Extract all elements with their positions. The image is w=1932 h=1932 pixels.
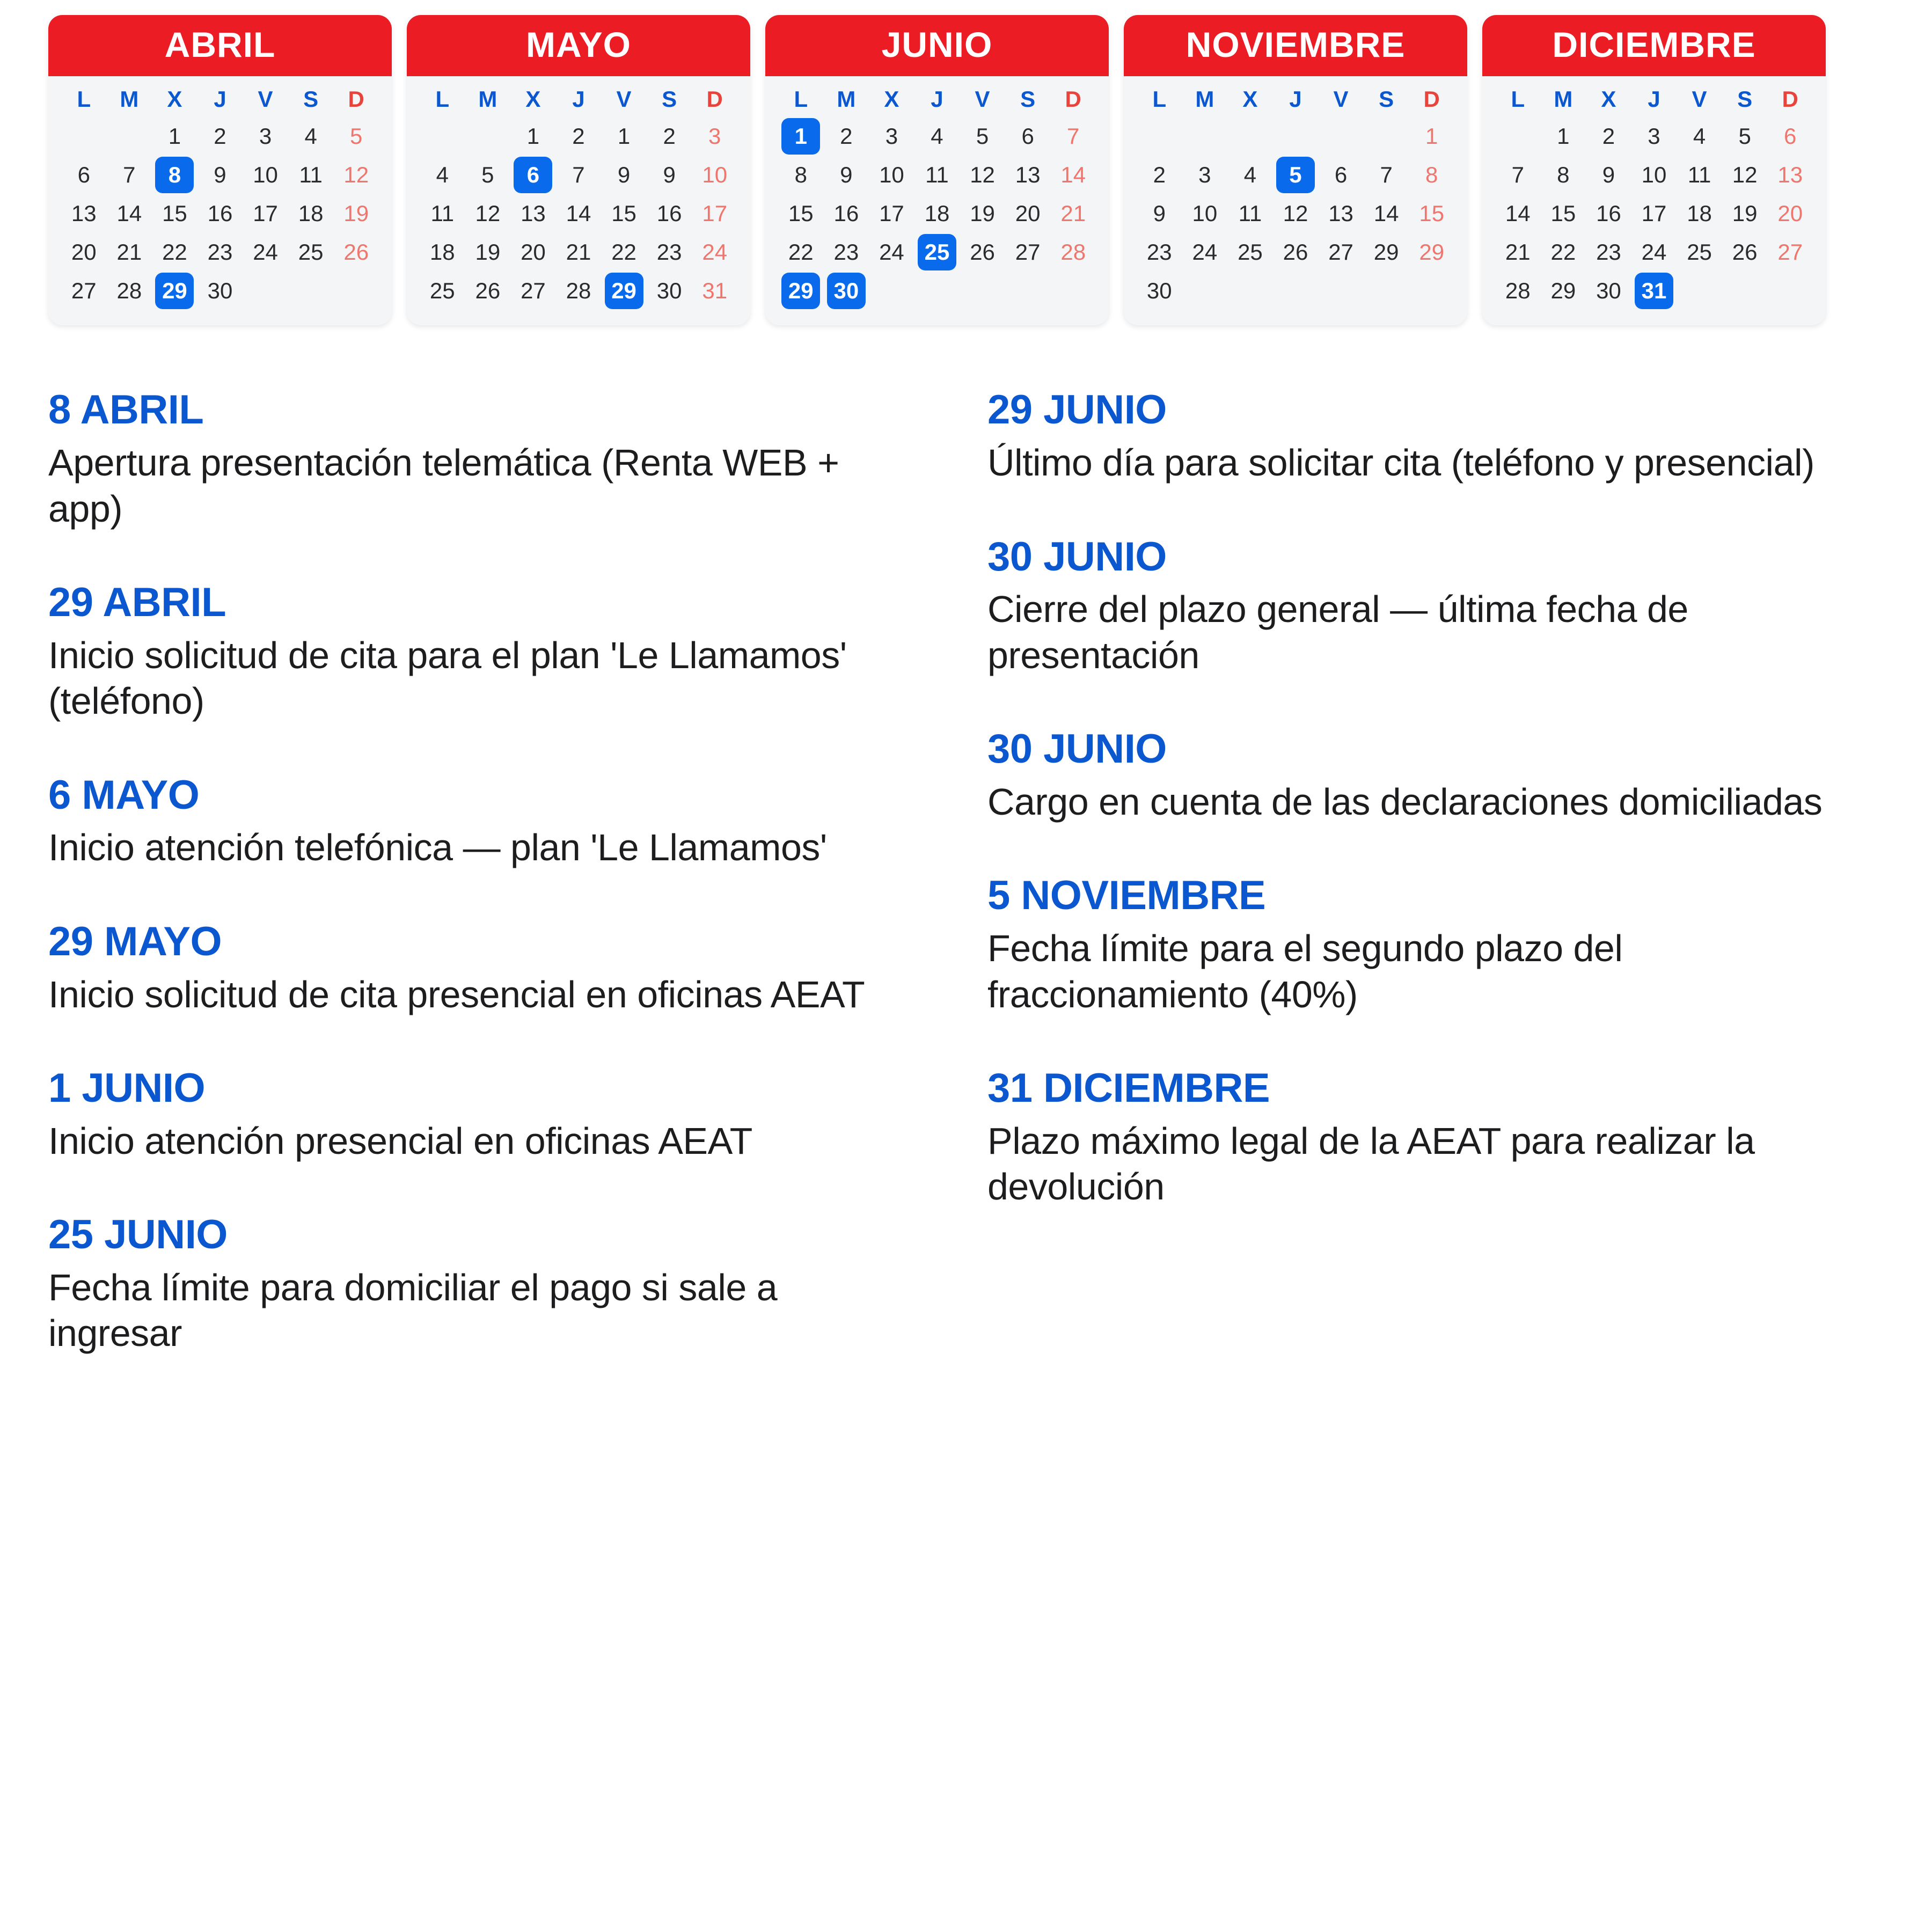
calendar-day[interactable]: 2 [840,123,853,149]
calendar-day[interactable]: 20 [1015,201,1041,226]
calendar-day[interactable]: 9 [617,162,631,188]
calendar-week-row [61,118,379,155]
calendar-day[interactable]: 3 [885,123,898,149]
calendar-day[interactable]: 8 [1425,162,1438,188]
calendar-day[interactable]: 24 [879,239,904,265]
calendar-weekday-label: V [1333,86,1349,112]
calendar-week-row [1495,273,1813,309]
calendar-day[interactable]: 24 [702,239,728,265]
calendar-day[interactable]: 13 [1015,162,1041,188]
calendar-day[interactable]: 29 [155,273,194,309]
calendar-day[interactable]: 28 [1060,239,1086,265]
milestone-item [48,581,955,724]
calendar-day[interactable]: 16 [833,201,859,226]
calendar-week-row [778,157,1096,193]
calendar-day[interactable]: 26 [1732,239,1758,265]
calendar-day-empty [1140,118,1179,155]
calendar-weekday-label: S [1020,86,1036,112]
calendar-day[interactable]: 17 [702,201,728,226]
calendar-day[interactable]: 25 [1238,239,1263,265]
calendar-weekday-row [1137,86,1454,113]
calendar-day[interactable]: 10 [879,162,904,188]
calendar-day-empty [1008,273,1047,309]
calendar-week-row [420,157,737,193]
calendar-day[interactable]: 14 [1373,201,1399,226]
calendar-day-empty [963,273,1002,309]
milestone-description: Cierre del plazo general — última fecha de presentación [987,588,1688,676]
calendar-weekday-label: X [1601,86,1616,112]
calendar-day[interactable]: 20 [1777,201,1803,226]
calendar-day[interactable]: 27 [1015,239,1041,265]
calendar-week-row [1137,157,1454,193]
calendar-day[interactable]: 11 [925,162,949,188]
calendar-day[interactable]: 12 [343,162,369,188]
calendar-weekday-label: J [572,86,585,112]
calendar-day[interactable]: 8 [794,162,807,188]
calendar-weekday-label: X [167,86,182,112]
calendar-weekday-row [1495,86,1813,113]
calendar-week-row [1137,195,1454,232]
calendar-week-row [778,273,1096,309]
calendar-weekday-label: M [1195,86,1214,112]
milestone-date: 5 NOVIEMBRE [987,873,1266,919]
calendar-day[interactable]: 26 [1283,239,1308,265]
calendar-day[interactable]: 18 [298,201,324,226]
calendar-day[interactable]: 20 [71,239,97,265]
calendar-day[interactable]: 28 [566,278,591,304]
milestone-item [987,874,1894,1018]
calendar-weekday-label: D [1782,86,1798,112]
calendar-day[interactable]: 12 [1732,162,1758,188]
calendar-day[interactable]: 29 [781,273,820,309]
milestone-date: 8 ABRIL [48,387,204,433]
calendar-week-row [778,234,1096,270]
calendar-day[interactable]: 26 [343,239,369,265]
calendar-day[interactable]: 23 [656,239,682,265]
calendar-day[interactable]: 28 [1505,278,1531,304]
calendar-day-empty [1322,118,1360,155]
calendar-day[interactable]: 25 [429,278,455,304]
milestone-description: Apertura presentación telemática (Renta WEB + app) [48,442,839,530]
milestone-date: 1 JUNIO [48,1065,206,1111]
milestone-item [48,920,955,1018]
milestone-item [987,728,1894,825]
calendar-day[interactable]: 27 [71,278,97,304]
milestone-date: 29 ABRIL [48,579,226,625]
milestone-date: 30 JUNIO [987,726,1167,772]
calendar-week-row [420,195,737,232]
calendar-weekday-label: S [303,86,319,112]
milestone-item [48,389,955,532]
calendar-day[interactable]: 2 [572,123,585,149]
milestone-description: Fecha límite para domiciliar el pago si sale a ingresar [48,1266,778,1355]
calendar-day[interactable]: 4 [931,123,943,149]
calendar-week-row [778,118,1096,155]
calendar-day[interactable]: 1 [1557,123,1570,149]
calendar-day-empty [1498,118,1537,155]
calendar-day[interactable]: 13 [71,201,97,226]
calendar-weekday-label: X [884,86,899,112]
calendar-day[interactable]: 28 [116,278,142,304]
calendar-day[interactable]: 2 [663,123,676,149]
calendar-weekday-label: D [1423,86,1440,112]
milestone-description: Último día para solicitar cita (teléfono y presencial) [987,442,1814,484]
milestone-date: 31 DICIEMBRE [987,1065,1270,1111]
calendar-weekday-label: L [77,86,91,112]
calendar-day[interactable]: 15 [1419,201,1445,226]
calendar-week-row [1495,195,1813,232]
milestone-item [987,389,1894,486]
calendar-weekday-label: D [348,86,364,112]
calendar-day[interactable]: 3 [1198,162,1211,188]
calendar-day[interactable]: 16 [1596,201,1621,226]
calendar-day[interactable]: 30 [827,273,866,309]
calendar-day[interactable]: 3 [259,123,272,149]
calendar-day-empty [1413,273,1451,309]
calendar-month-title: JUNIO [765,15,1109,76]
calendar-day[interactable]: 5 [1276,157,1315,193]
calendar-week-row [420,118,737,155]
calendar-day[interactable]: 19 [970,201,995,226]
milestone-item [987,533,1894,679]
calendar-day[interactable]: 10 [1641,162,1667,188]
calendar-body [1482,76,1826,325]
calendar-week-row [1495,234,1813,270]
calendar-day[interactable]: 5 [481,162,494,188]
milestone-item [48,1213,955,1357]
calendar-day-empty [1276,273,1315,309]
milestone-description: Cargo en cuenta de las declaraciones domiciliadas [987,780,1823,823]
calendar-day[interactable]: 1 [526,123,540,149]
calendar-day-empty [1680,273,1719,309]
calendar-day[interactable]: 23 [1146,239,1172,265]
calendar-day[interactable]: 10 [253,162,278,188]
calendar-day[interactable]: 16 [207,201,233,226]
calendar-day-empty [1231,118,1269,155]
milestone-date: 29 JUNIO [987,387,1167,433]
calendar-week-row [1495,118,1813,155]
calendar-weekday-label: M [478,86,497,112]
calendar-week-row [61,234,379,270]
calendar-day[interactable]: 5 [976,123,989,149]
calendar-day-empty [1054,273,1093,309]
calendar-body [1124,76,1467,325]
calendar-day[interactable]: 6 [1334,162,1348,188]
calendar-month-title: MAYO [407,15,750,76]
calendar-day[interactable]: 17 [1641,201,1667,226]
calendar-day[interactable]: 29 [1550,278,1576,304]
calendar-body [765,76,1109,325]
calendar-day[interactable]: 21 [566,239,591,265]
milestone-description: Inicio atención telefónica — plan 'Le Llamamos' [48,826,827,869]
calendar-day[interactable]: 21 [1060,201,1086,226]
milestone-description: Fecha límite para el segundo plazo del fraccionamiento (40%) [987,927,1623,1015]
calendar-day[interactable]: 26 [475,278,501,304]
calendar-day[interactable]: 7 [1511,162,1524,188]
calendar-day[interactable]: 15 [162,201,187,226]
milestone-date: 25 JUNIO [48,1212,228,1258]
calendar-day[interactable]: 2 [214,123,226,149]
calendar-card-noviembre [1124,15,1467,325]
calendar-weekday-label: D [1065,86,1081,112]
milestone-date: 6 MAYO [48,772,200,818]
calendar-day[interactable]: 8 [1557,162,1570,188]
calendar-day[interactable]: 13 [1777,162,1803,188]
milestone-item [48,774,955,871]
calendar-day[interactable]: 10 [702,162,728,188]
calendar-day[interactable]: 23 [1596,239,1621,265]
calendar-day[interactable]: 1 [781,118,820,155]
calendar-weekday-label: M [837,86,856,112]
calendar-day-empty [1276,118,1315,155]
calendar-weekday-label: L [1511,86,1525,112]
calendar-day[interactable]: 12 [970,162,995,188]
calendar-weekday-label: M [1554,86,1573,112]
calendar-week-row [61,195,379,232]
calendar-day[interactable]: 25 [918,234,956,270]
calendar-body [48,76,392,325]
milestone-date: 30 JUNIO [987,533,1167,580]
calendar-day[interactable]: 11 [1238,201,1262,226]
calendar-day[interactable]: 29 [1419,239,1445,265]
calendar-day[interactable]: 6 [1021,123,1034,149]
calendar-day[interactable]: 9 [663,162,676,188]
calendar-day[interactable]: 11 [1687,162,1711,188]
calendar-week-row [420,234,737,270]
calendar-day[interactable]: 22 [1550,239,1576,265]
calendar-day-empty [337,273,376,309]
calendar-day-empty [110,118,149,155]
calendar-day[interactable]: 14 [1505,201,1531,226]
calendar-day[interactable]: 17 [253,201,278,226]
calendar-day[interactable]: 8 [155,157,194,193]
calendar-day-empty [469,118,507,155]
milestone-description: Inicio atención presencial en oficinas AEAT [48,1119,752,1162]
calendar-weekday-label: L [1152,86,1167,112]
calendar-day[interactable]: 25 [298,239,324,265]
milestone-column-right [987,389,1894,1356]
calendar-weekday-label: X [525,86,541,112]
calendar-weekday-label: X [1242,86,1258,112]
calendar-weekday-label: D [706,86,723,112]
calendar-day[interactable]: 12 [1283,201,1308,226]
milestone-column-left [48,389,955,1356]
calendar-week-row [1137,273,1454,309]
calendar-day[interactable]: 14 [1060,162,1086,188]
calendar-week-row [61,157,379,193]
calendar-day[interactable]: 18 [429,239,455,265]
calendar-day[interactable]: 21 [116,239,142,265]
calendar-day[interactable]: 19 [1732,201,1758,226]
calendar-day[interactable]: 25 [1687,239,1712,265]
calendar-day[interactable]: 15 [788,201,814,226]
calendar-month-title: NOVIEMBRE [1124,15,1467,76]
calendar-day[interactable]: 7 [1067,123,1080,149]
calendar-weekday-label: J [1648,86,1660,112]
calendar-day-empty [423,118,462,155]
calendar-day[interactable]: 27 [521,278,546,304]
calendar-week-row [420,273,737,309]
calendar-weekday-label: V [1692,86,1707,112]
calendar-day[interactable]: 19 [475,239,501,265]
milestone-date: 29 MAYO [48,918,222,964]
calendar-card-abril [48,15,392,325]
calendar-weekday-label: L [794,86,808,112]
calendar-day[interactable]: 30 [1596,278,1621,304]
calendar-week-row [1495,157,1813,193]
calendar-weekday-label: S [662,86,677,112]
calendar-day[interactable]: 9 [1602,162,1615,188]
calendar-day-empty [1771,273,1810,309]
calendar-day[interactable]: 29 [605,273,643,309]
calendar-day[interactable]: 21 [1505,239,1531,265]
milestone-description: Plazo máximo legal de la AEAT para realizar la devolución [987,1119,1755,1208]
calendar-weekday-label: L [435,86,450,112]
calendar-day[interactable]: 3 [1648,123,1660,149]
calendar-day[interactable]: 4 [304,123,317,149]
calendar-day[interactable]: 14 [116,201,142,226]
calendar-day[interactable]: 22 [611,239,636,265]
calendar-day-empty [1367,118,1406,155]
calendar-day[interactable]: 31 [702,278,728,304]
calendar-day[interactable]: 23 [833,239,859,265]
calendar-body [407,76,750,325]
calendar-day[interactable]: 12 [475,201,501,226]
calendar-day[interactable]: 24 [253,239,278,265]
calendar-day[interactable]: 7 [1380,162,1393,188]
calendar-day-empty [872,273,911,309]
calendar-day[interactable]: 3 [708,123,721,149]
calendar-day[interactable]: 9 [1153,201,1166,226]
calendar-day[interactable]: 11 [430,201,455,226]
calendar-day[interactable]: 5 [1738,123,1751,149]
calendar-day[interactable]: 15 [1550,201,1576,226]
calendar-day[interactable]: 1 [1425,123,1438,149]
calendar-week-row [778,195,1096,232]
calendar-day[interactable]: 6 [77,162,90,188]
calendar-day-empty [1185,273,1224,309]
milestone-item [987,1067,1894,1210]
calendar-day-empty [291,273,330,309]
calendar-day-empty [918,273,956,309]
calendar-day[interactable]: 4 [436,162,449,188]
calendar-day-empty [1322,273,1360,309]
calendar-day-empty [1367,273,1406,309]
calendar-card-diciembre [1482,15,1826,325]
calendar-day[interactable]: 7 [572,162,585,188]
calendar-day[interactable]: 17 [879,201,904,226]
calendar-strip [21,15,1911,325]
calendar-day[interactable]: 4 [1243,162,1257,188]
calendar-weekday-row [420,86,737,113]
calendar-card-junio [765,15,1109,325]
calendar-day[interactable]: 6 [514,157,552,193]
calendar-day[interactable]: 30 [1146,278,1172,304]
calendar-day[interactable]: 18 [924,201,950,226]
calendar-weekday-label: J [1289,86,1302,112]
calendar-day[interactable]: 9 [840,162,853,188]
calendar-day[interactable]: 16 [656,201,682,226]
calendar-day[interactable]: 23 [207,239,233,265]
calendar-day[interactable]: 26 [970,239,995,265]
calendar-day[interactable]: 2 [1153,162,1166,188]
calendar-day[interactable]: 27 [1777,239,1803,265]
calendar-day[interactable]: 22 [162,239,187,265]
calendar-day[interactable]: 4 [1693,123,1706,149]
calendar-day-empty [1725,273,1764,309]
calendar-day[interactable]: 5 [350,123,363,149]
calendar-weekday-row [61,86,379,113]
calendar-day[interactable]: 29 [1373,239,1399,265]
calendar-day[interactable]: 1 [617,123,631,149]
calendar-day[interactable]: 30 [656,278,682,304]
calendar-day[interactable]: 10 [1192,201,1218,226]
milestone-item [48,1067,955,1164]
calendar-day[interactable]: 19 [343,201,369,226]
calendar-day-empty [1185,118,1224,155]
calendar-day[interactable]: 13 [1328,201,1353,226]
calendar-day[interactable]: 9 [214,162,226,188]
calendar-day[interactable]: 18 [1687,201,1712,226]
calendar-day[interactable]: 24 [1192,239,1218,265]
calendar-weekday-label: J [931,86,943,112]
calendar-day-empty [64,118,103,155]
milestone-description: Inicio solicitud de cita presencial en oficinas AEAT [48,973,865,1015]
calendar-day[interactable]: 7 [123,162,136,188]
calendar-day[interactable]: 15 [611,201,636,226]
calendar-day[interactable]: 11 [299,162,323,188]
calendar-weekday-label: J [214,86,226,112]
calendar-weekday-label: M [120,86,139,112]
calendar-day[interactable]: 2 [1602,123,1615,149]
calendar-weekday-label: V [616,86,632,112]
calendar-day[interactable]: 14 [566,201,591,226]
calendar-week-row [1137,118,1454,155]
calendar-day[interactable]: 24 [1641,239,1667,265]
calendar-weekday-label: S [1737,86,1753,112]
calendar-day-empty [246,273,285,309]
calendar-day[interactable]: 31 [1635,273,1673,309]
calendar-weekday-label: V [975,86,990,112]
calendar-day[interactable]: 1 [168,123,181,149]
milestone-columns [21,389,1911,1356]
calendar-day[interactable]: 27 [1328,239,1353,265]
calendar-month-title: ABRIL [48,15,392,76]
calendar-day-empty [1231,273,1269,309]
calendar-weekday-row [778,86,1096,113]
calendar-day[interactable]: 30 [207,278,233,304]
calendar-day[interactable]: 6 [1784,123,1797,149]
calendar-day[interactable]: 20 [521,239,546,265]
calendar-day[interactable]: 13 [521,201,546,226]
calendar-day[interactable]: 22 [788,239,814,265]
calendar-card-mayo [407,15,750,325]
calendar-week-row [1137,234,1454,270]
calendar-weekday-label: S [1379,86,1394,112]
milestone-description: Inicio solicitud de cita para el plan 'Le Llamamos' (teléfono) [48,634,847,722]
calendar-weekday-label: V [258,86,273,112]
calendar-month-title: DICIEMBRE [1482,15,1826,76]
calendar-week-row [61,273,379,309]
